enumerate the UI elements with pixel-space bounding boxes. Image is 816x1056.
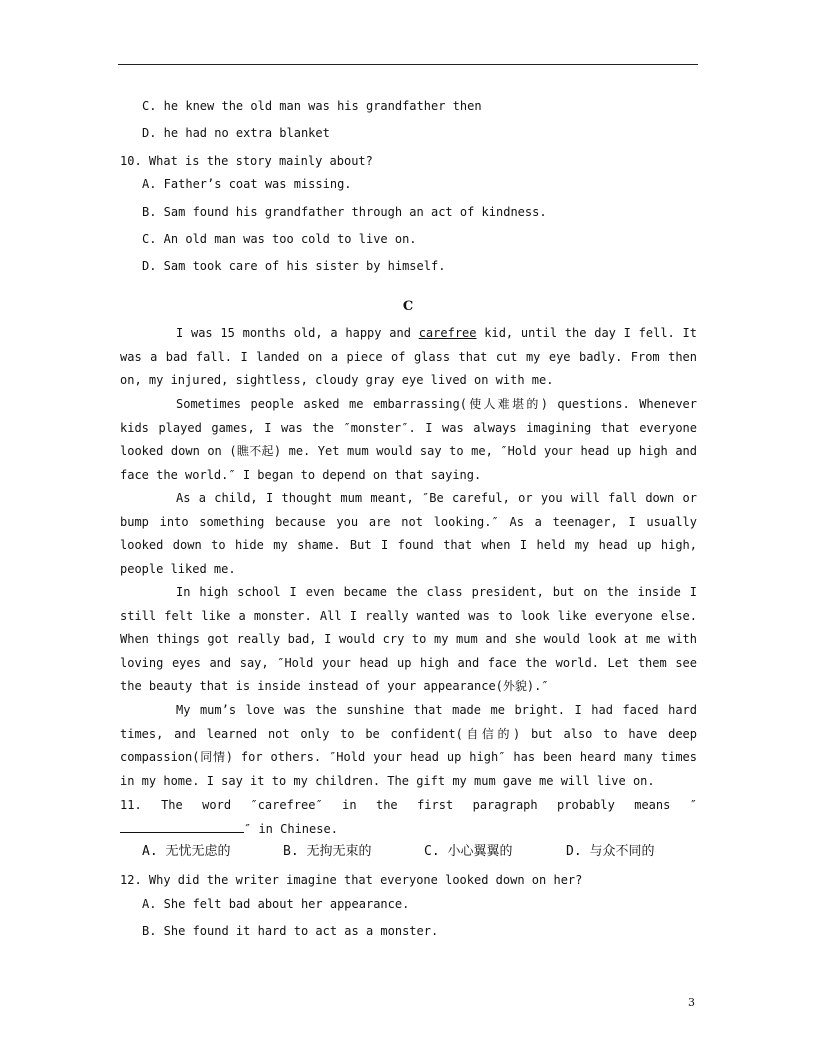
p1-text-before: I was 15 months old, a happy and — [176, 326, 419, 340]
q11-option-b: B. 无拘无束的 — [283, 844, 372, 859]
passage-paragraph-5: My mum’s love was the sunshine that made me bright. I had faced hard times, and learned not only to be confident(自信的) but also to have deep compassion(同情) for others. ″Hold your head up high″ has been heard many times in my home. I say it to my children. The gift my mum gave me will live on. — [120, 703, 697, 788]
q12-option-a: A. She felt bad about her appearance. — [142, 897, 410, 911]
q11-option-a: A. 无忧无虑的 — [142, 844, 231, 859]
q10-option-b: B. Sam found his grandfather through an act of kindness. — [142, 205, 547, 219]
q11-option-c: C. 小心翼翼的 — [424, 844, 513, 859]
q9-option-d: D. he had no extra blanket — [142, 126, 330, 140]
p1-underlined-word: carefree — [418, 326, 477, 340]
q10-option-d: D. Sam took care of his sister by himself. — [142, 259, 446, 273]
q12-question: 12. Why did the writer imagine that everyone looked down on her? — [120, 873, 583, 887]
q11-question — [120, 794, 697, 841]
passage-paragraph-1 — [120, 322, 697, 393]
q11-options-row — [142, 843, 654, 861]
passage-paragraph-3: As a child, I thought mum meant, ″Be careful, or you will fall down or bump into something because you are not looking.″ As a teenager, I usually looked down to hide my shame. But I found that when I held my head up high, people liked me. — [120, 491, 697, 576]
q11-option-d: D. 与众不同的 — [566, 844, 655, 859]
q10-question: 10. What is the story mainly about? — [120, 154, 373, 168]
q12-option-b: B. She found it hard to act as a monster. — [142, 924, 439, 938]
section-title: C — [402, 299, 414, 314]
page-number: 3 — [688, 996, 695, 1009]
q10-option-c: C. An old man was too cold to live on. — [142, 232, 417, 246]
header-rule — [118, 64, 698, 65]
q10-option-a: A. Father’s coat was missing. — [142, 177, 352, 191]
passage-paragraph-2: Sometimes people asked me embarrassing(使人难堪的) questions. Whenever kids played games, I was the ″monster″. I was always imagining that everyone looked down on (瞧不起) me. Yet mum would say to me, ″Hold your head up high and face the world.″ I began to depend on that saying. — [120, 397, 697, 482]
q11-answer-blank — [120, 821, 244, 833]
q9-option-c: C. he knew the old man was his grandfather then — [142, 99, 482, 113]
passage-paragraph-4: In high school I even became the class president, but on the inside I still felt like a monster. All I really wanted was to look like everyone else. When things got really bad, I would cry to my mum and she would look at me with loving eyes and say, ″Hold your head up high and face the world. Let them see the beauty that is inside instead of your appearance(外貌).″ — [120, 585, 697, 694]
q11-text-before: 11. The word ″carefree″ in the first paragraph probably means ″ — [120, 798, 697, 812]
q11-text-after: ″ in Chinese. — [244, 821, 338, 836]
p1-text-after: kid, until the day I fell. It was a bad fall. I landed on a piece of glass that cut my eye badly. From then on, my injured, sightless, cloudy gray eye lived on with me. — [120, 326, 697, 388]
